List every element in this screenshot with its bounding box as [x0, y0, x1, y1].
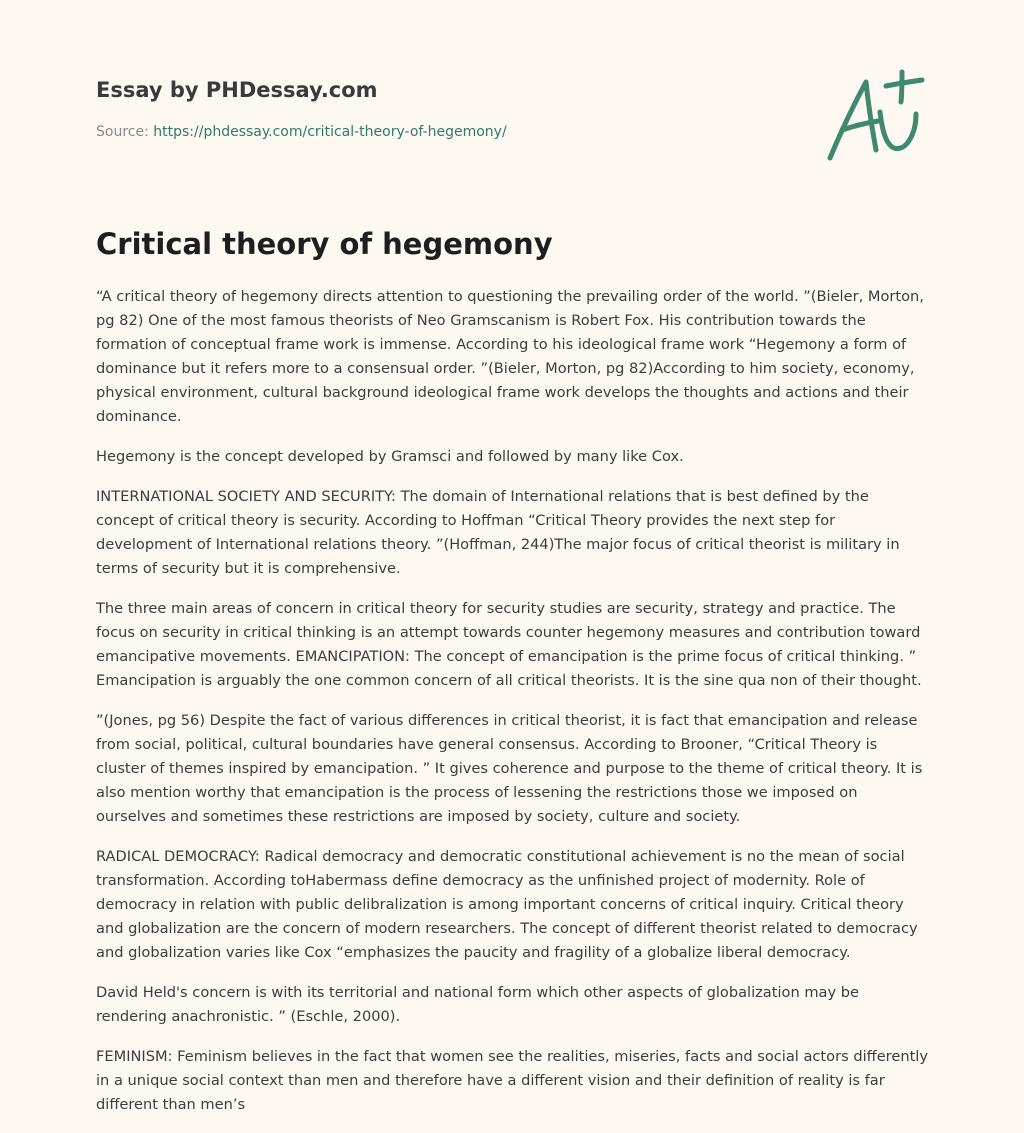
essay-title: Critical theory of hegemony	[96, 227, 553, 261]
source-line	[96, 124, 507, 140]
brand-title: Essay by PHDessay.com	[96, 78, 378, 102]
paragraph: RADICAL DEMOCRACY: Radical democracy and democratic constitutional achievement is no the mean of social transformation. According toHabermass define democracy as the unfinished project of modernity. Role of democracy in relation with public delibralization is among important concerns of critical inquiry. Critical theory and globalization are the concern of modern researchers. The concept of different theorist related to democracy and globalization varies like Cox “emphasizes the paucity and fragility of a globalize liberal democracy.	[96, 848, 918, 961]
essay-header	[96, 76, 796, 140]
paragraph: “A critical theory of hegemony directs attention to questioning the prevailing order of the world. ”(Bieler, Morton, pg 82) One of the most famous theorists of Neo Gramscanism is Robert Fox. His contribution towards the formation of conceptual frame work is immense. According to his ideological frame work “Hegemony a form of dominance but it refers more to a consensual order. ”(Bieler, Morton, pg 82)According to him society, economy, physical environment, cultural background ideological frame work develops the thoughts and actions and their dominance.	[96, 288, 924, 425]
source-label: Source:	[96, 124, 149, 140]
paragraph: David Held's concern is with its territorial and national form which other aspects of globalization may be rendering anachronistic. ” (Eschle, 2000).	[96, 984, 860, 1025]
essay-body	[96, 285, 928, 1133]
source-link[interactable]: https://phdessay.com/critical-theory-of-hegemony/	[153, 124, 507, 140]
paragraph: The three main areas of concern in critical theory for security studies are security, strategy and practice. The focus on security in critical thinking is an attempt towards counter hegemony measures and contribution toward emancipative movements. EMANCIPATION: The concept of emancipation is the prime focus of critical thinking. ” Emancipation is arguably the one common concern of all critical theorists. It is the sine qua non of their thought.	[96, 600, 922, 689]
paragraph: ”(Jones, pg 56) Despite the fact of various differences in critical theorist, it is fact that emancipation and release from social, political, cultural boundaries have general consensus. According to Brooner, “Critical Theory is cluster of themes inspired by emancipation. ” It gives coherence and purpose to the theme of critical theory. It is also mention worthy that emancipation is the process of lessening the restrictions those we imposed on ourselves and sometimes these restrictions are imposed by society, culture and society.	[96, 712, 923, 825]
paragraph: INTERNATIONAL SOCIETY AND SECURITY: The domain of International relations that is best defined by the concept of critical theory is security. According to Hoffman “Critical Theory provides the next step for development of International relations theory. ”(Hoffman, 244)The major focus of critical theorist is military in terms of security but it is comprehensive.	[96, 488, 900, 577]
a-plus-icon	[822, 68, 928, 164]
paragraph: Hegemony is the concept developed by Gramsci and followed by many like Cox.	[96, 448, 684, 465]
paragraph: FEMINISM: Feminism believes in the fact that women see the realities, miseries, facts and social actors differently in a unique social context than men and therefore have a different vision and their definition of reality is far different than men’s	[96, 1048, 928, 1113]
